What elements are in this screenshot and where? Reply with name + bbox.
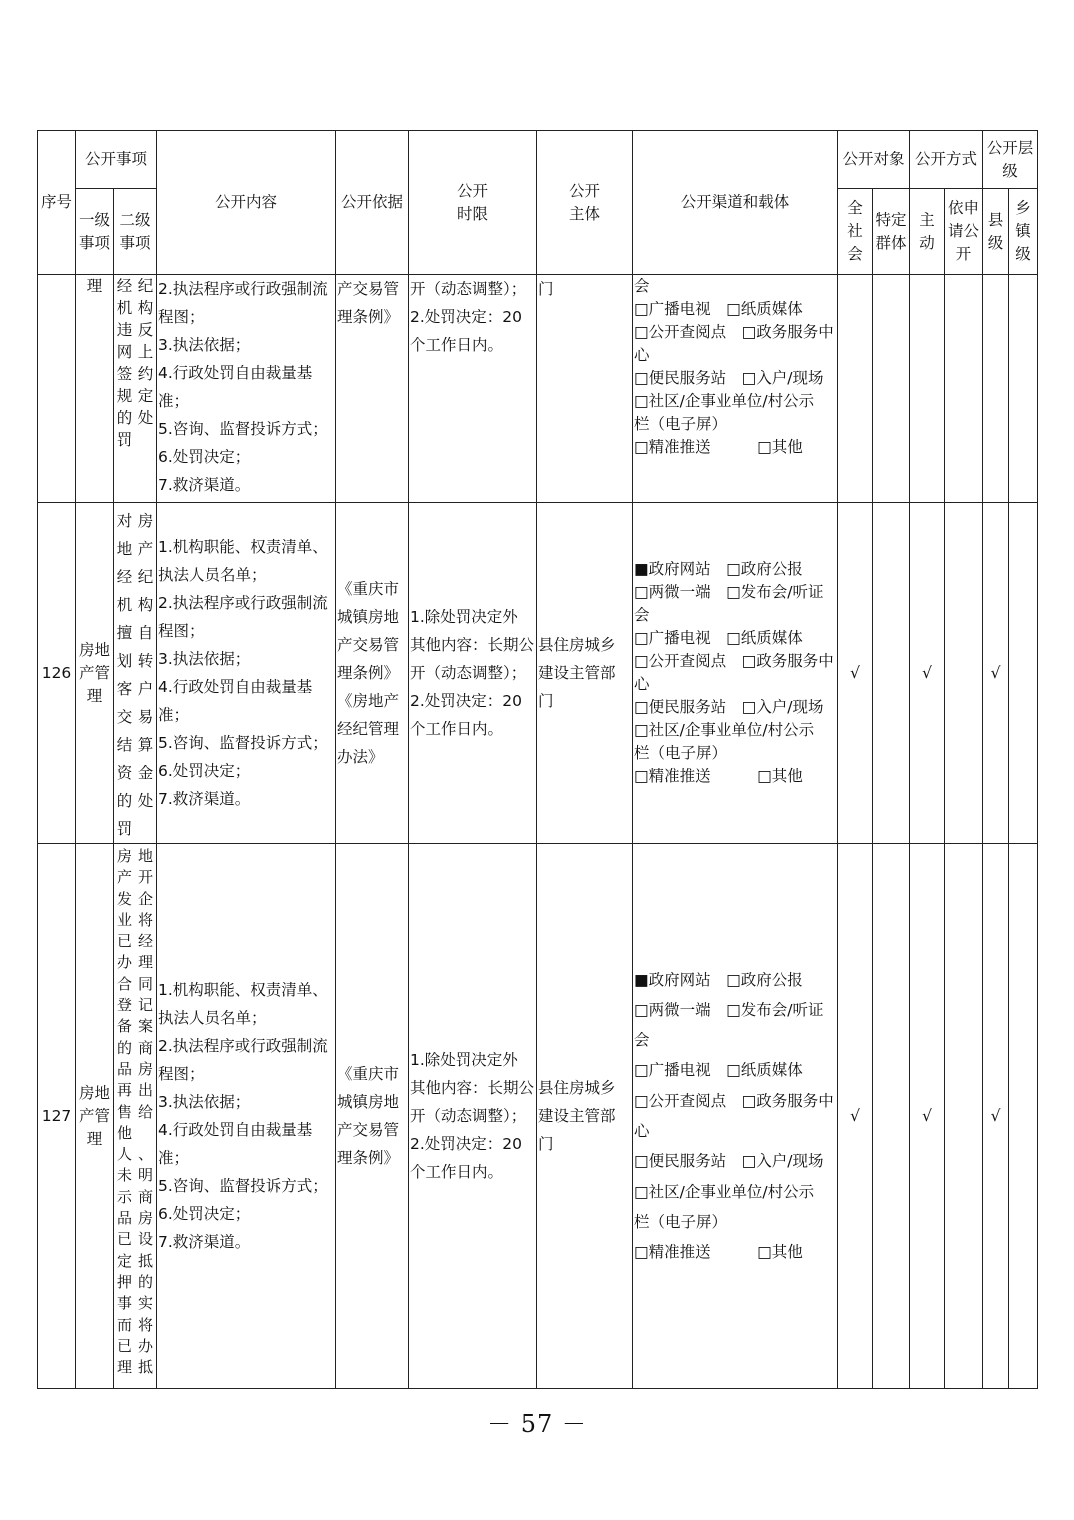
row-all-society: √: [838, 844, 873, 1389]
row-on-request: [945, 844, 983, 1389]
row-subject: 县住房城乡 建设主管部 门: [537, 503, 633, 844]
row-channel: 会 □广播电视 □纸质媒体 □公开查阅点 □政务服务中 心 □便民服务站 □入户/现场 □社区/企事业单位/村公示 栏（电子屏） □精准推送 □其他: [633, 275, 838, 503]
row-content: 1.机构职能、权责清单、 执法人员名单； 2.执法程序或行政强制流 程图； 3.执法依据； 4.行政处罚自由裁量基 准； 5.咨询、监督投诉方式； 6.处罚决定； 7.救济渠道。: [157, 844, 336, 1389]
header-specific-group: 特定 群体: [873, 189, 910, 275]
row-level2-col-a: 房 产 发 业 已 办 合 登 备 的 品 再 售 他 人 未 示 品 已 定 押 事 而 已 理: [117, 847, 133, 1377]
header-on-request: 依申 请公 开: [945, 189, 983, 275]
row-basis: 产交易管 理条例》: [336, 275, 409, 503]
table-row: [38, 275, 1038, 503]
header-county: 县 级: [983, 189, 1009, 275]
header-target: 公开对象: [838, 131, 910, 189]
row-seq: 127: [38, 844, 76, 1389]
header-row-1: [38, 131, 1038, 189]
row-township: [1009, 275, 1038, 503]
row-specific-group: [873, 503, 910, 844]
header-proactive: 主 动: [910, 189, 945, 275]
disclosure-table: [37, 130, 1038, 1389]
row-level1: 房地 产管 理: [76, 503, 114, 844]
row-level1: 房地 产管 理: [76, 844, 114, 1389]
row-time-limit: 1.除处罚决定外 其他内容：长期公 开（动态调整）； 2.处罚决定：20 个工作日内。: [409, 844, 537, 1389]
row-county: √: [983, 844, 1009, 1389]
row-subject: 门: [537, 275, 633, 503]
header-tier: 公开层 级: [983, 131, 1038, 189]
header-level1: 一级 事项: [76, 189, 114, 275]
row-level2: [114, 503, 157, 844]
row-channel: ■政府网站 □政府公报 □两微一端 □发布会/听证 会 □广播电视 □纸质媒体 □公开查阅点 □政务服务中 心 □便民服务站 □入户/现场 □社区/企事业单位/村公示 栏（电子屏） □精准推送 □其他: [633, 503, 838, 844]
header-seq: 序号: [38, 131, 76, 275]
header-all-society: 全 社 会: [838, 189, 873, 275]
row-seq: [38, 275, 76, 503]
page-number: － 57 －: [487, 1410, 587, 1438]
header-content: 公开内容: [157, 131, 336, 275]
header-basis: 公开依据: [336, 131, 409, 275]
row-level2-col-b: 房 产 纪 构 自 转 户 易 算 金 处: [137, 512, 154, 810]
row-proactive: [910, 275, 945, 503]
row-level2: [114, 844, 157, 1389]
header-township: 乡 镇 级: [1009, 189, 1038, 275]
row-on-request: [945, 275, 983, 503]
row-level2-col-b: 地 开 企 将 经 理 同 记 案 商 房 出 给 、 明 商 房 设 抵 的 实 将 办 抵: [138, 847, 154, 1377]
row-proactive: √: [910, 844, 945, 1389]
row-basis: 《重庆市 城镇房地 产交易管 理条例》 《房地产 经纪管理 办法》: [336, 503, 409, 844]
header-time-limit: 公开 时限: [409, 131, 537, 275]
row-level2: [114, 275, 157, 503]
header-level2: 二级 事项: [114, 189, 157, 275]
table-row: [38, 844, 1038, 1389]
row-township: [1009, 503, 1038, 844]
row-basis: 《重庆市 城镇房地 产交易管 理条例》: [336, 844, 409, 1389]
row-time-limit: 开（动态调整）； 2.处罚决定：20 个工作日内。: [409, 275, 537, 503]
row-level2-col-b: 纪 构 反 上 约 定 处: [137, 277, 154, 427]
row-township: [1009, 844, 1038, 1389]
row-all-society: [838, 275, 873, 503]
row-level1: 理: [76, 275, 114, 503]
row-all-society: √: [838, 503, 873, 844]
header-subject: 公开 主体: [537, 131, 633, 275]
row-specific-group: [873, 275, 910, 503]
header-public-item: 公开事项: [76, 131, 157, 189]
header-method: 公开方式: [910, 131, 983, 189]
header-channel: 公开渠道和载体: [633, 131, 838, 275]
row-content: 1.机构职能、权责清单、 执法人员名单； 2.执法程序或行政强制流 程图； 3.执法依据； 4.行政处罚自由裁量基 准； 5.咨询、监督投诉方式； 6.处罚决定； 7.救济渠道。: [157, 503, 336, 844]
row-on-request: [945, 503, 983, 844]
row-time-limit: 1.除处罚决定外 其他内容：长期公 开（动态调整）； 2.处罚决定：20 个工作日内。: [409, 503, 537, 844]
row-content: 2.执法程序或行政强制流 程图； 3.执法依据； 4.行政处罚自由裁量基 准； 5.咨询、监督投诉方式； 6.处罚决定； 7.救济渠道。: [157, 275, 336, 503]
row-seq: 126: [38, 503, 76, 844]
row-county: [983, 275, 1009, 503]
row-county: √: [983, 503, 1009, 844]
row-proactive: √: [910, 503, 945, 844]
table-row: [38, 503, 1038, 844]
row-level2-col-a: 对 地 经 机 擅 划 客 交 结 资 的 罚: [116, 512, 133, 838]
row-channel: ■政府网站 □政府公报 □两微一端 □发布会/听证 会 □广播电视 □纸质媒体 □公开查阅点 □政务服务中 心 □便民服务站 □入户/现场 □社区/企事业单位/村公示 栏（电子屏） □精准推送 □其他: [633, 844, 838, 1389]
row-subject: 县住房城乡 建设主管部 门: [537, 844, 633, 1389]
row-specific-group: [873, 844, 910, 1389]
row-level2-col-a: 经 机 违 网 签 规 的 罚: [116, 277, 133, 449]
